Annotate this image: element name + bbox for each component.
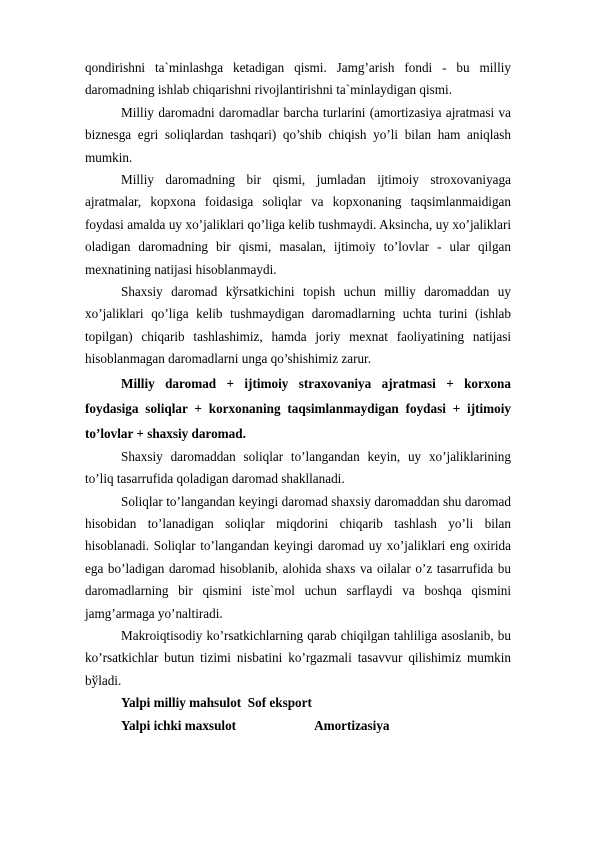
paragraph-1: qondirishni ta`minlashga ketadigan qismi. Jamg’arish fondi - bu milliy daromadning ishlab chiqarishni rivojlantirishni ta`minlaydigan qismi. [85, 60, 511, 98]
diagram-label-amortization: Amortizasiya [314, 717, 390, 733]
paragraph-3: Milliy daromadning bir qismi, jumladan ijtimoiy stroxovaniyaga ajratmalar, kopxona foidasiga soliqlar va kopxonaning taqsimlanmaidigan foydasi amalda uy xo’jaliklari qo’liga kelib tushmaydi. Aksincha, uy xo’jaliklari oladigan daromadning bir qismi, masalan, ijtimoiy to’lovlar - ular qilgan mexnatining natijasi hisoblanmaydi. [85, 172, 511, 277]
diagram-line-2 [85, 715, 511, 737]
formula-paragraph: Milliy daromad + ijtimoiy straxovaniya ajratmasi + korxona foydasiga soliqlar + korxonaning taqsimlanmaydigan foydasi + ijtimoiy to’lovlar + shaxsiy daromad. [85, 375, 511, 441]
paragraph-7: Soliqlar to’langandan keyingi daromad shaxsiy daromaddan shu daromad hisobidan to’lanadigan soliqlar miqdorini chiqarib tashlash yo’li bilan hisoblanadi. Soliqlar to’langandan keyingi daromad uy xo’jaliklari eng oxirida ega bo’ladigan daromad hisoblanib, alohida shaxs va oilalar o’z tasarrufida bu daromadlarning bir qismini iste`mol uchun sarflaydi va boshqa qismini jamg’armaga yo’naltiradi. [85, 493, 511, 621]
paragraph-8: Makroiqtisodiy ko’rsatkichlarning qarab chiqilgan tahliliga asoslanib, bu ko’rsatkichlar butun tizimi nisbatini ko’rgazmali tasavvur qilishimiz mumkin bўladi. [85, 627, 511, 688]
paragraph-2: Milliy daromadni daromadlar barcha turlarini (amortizasiya ajratmasi va biznesga egri soliqlardan tashqari) qo’shib chiqish yo’li bilan ham aniqlash mumkin. [85, 104, 511, 165]
paragraph-4: Shaxsiy daromad kўrsatkichini topish uchun milliy daromaddan uy xo’jaliklari qo’liga kelib tushmaydigan daromadlarning uchta turini (ishlab topilgan) chiqarib tashlashimiz, hamda joriy mexnat faoliyatining natijasi hisoblanmagan daromadlarni unga qo’shishimiz zarur. [85, 284, 511, 367]
diagram-line-1: Yalpi milliy mahsulot Sof eksport [121, 695, 312, 711]
document-page [85, 57, 511, 737]
diagram-label-gdp: Yalpi ichki maxsulot [121, 717, 237, 733]
paragraph-6: Shaxsiy daromaddan soliqlar to’langandan keyin, uy xo’jaliklarining to’liq tasarrufida qoladigan daromad shakllanadi. [85, 448, 511, 487]
